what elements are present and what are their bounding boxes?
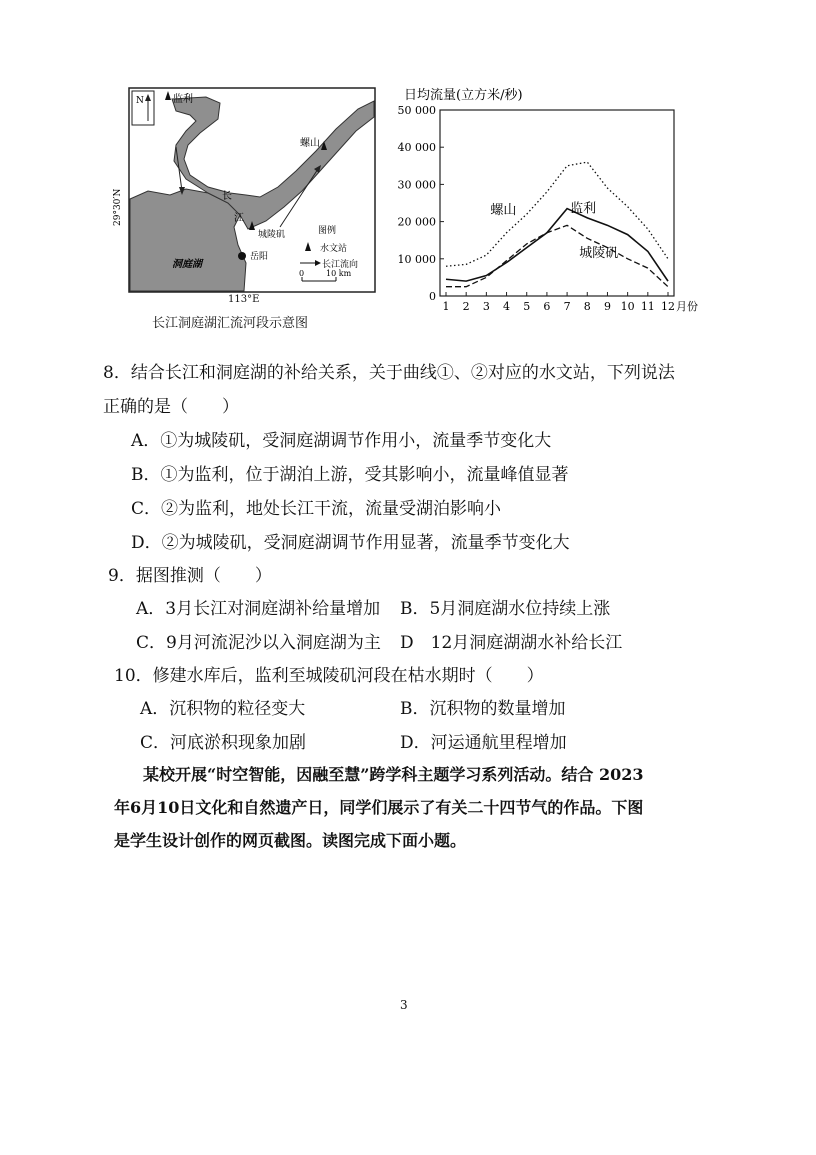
- q8-option-d: D．②为城陵矶，受洞庭湖调节作用显著，流量季节变化大: [131, 533, 570, 553]
- legend-title: 图例: [318, 226, 337, 236]
- scale-ten: 10 km: [326, 269, 352, 278]
- map-figure: [128, 87, 376, 293]
- y-tick-label: 50 000: [397, 104, 436, 117]
- q8-option-a: A．①为城陵矶，受洞庭湖调节作用小，流量季节变化大: [131, 431, 552, 451]
- q10-option-a: A．沉积物的粒径变大: [140, 699, 306, 719]
- x-tick-label: 9: [603, 300, 611, 313]
- x-tick-label: 12: [661, 300, 675, 313]
- series-label: 监利: [570, 201, 597, 217]
- chart-plot-frame: [440, 110, 674, 296]
- q9-option-b: B．5月洞庭湖水位持续上涨: [400, 599, 611, 619]
- q9-option-d: D 12月洞庭湖湖水补给长江: [400, 633, 623, 653]
- map-label-chang: 长: [222, 191, 232, 202]
- city-yueyang-icon: [238, 252, 246, 260]
- q8-stem-line1: 8．结合长江和洞庭湖的补给关系，关于曲线①、②对应的水文站，下列说法: [103, 363, 675, 383]
- chart-ylabel: 日均流量(立方米/秒): [404, 88, 523, 103]
- q9-option-a: A．3月长江对洞庭湖补给量增加: [136, 599, 381, 619]
- passage-line1: 某校开展“时空智能，因融至慧”跨学科主题学习系列活动。结合 2023: [143, 765, 644, 784]
- series-label: 城陵矶: [579, 245, 619, 261]
- series-label: 螺山: [490, 203, 517, 219]
- lon-label: 113°E: [228, 294, 260, 305]
- series-line-监利: [446, 209, 668, 282]
- scale-zero: 0: [299, 269, 305, 278]
- x-tick-label: 1: [442, 300, 450, 313]
- map-label-jianli: 监利: [173, 94, 193, 105]
- north-label: N: [136, 96, 144, 106]
- map-caption: 长江洞庭湖汇流河段示意图: [152, 316, 309, 331]
- x-tick-label: 2: [462, 300, 470, 313]
- legend-station-label: 水文站: [320, 244, 348, 254]
- map-label-luoshan: 螺山: [300, 138, 320, 149]
- map-label-lake: 洞庭湖: [172, 259, 202, 270]
- legend-flow-label: 长江流向: [322, 260, 359, 270]
- flow-chart: [396, 82, 706, 322]
- x-axis-unit: 月份: [676, 300, 698, 313]
- q10-option-d: D．河运通航里程增加: [400, 733, 567, 753]
- x-tick-label: 7: [563, 300, 571, 313]
- x-tick-label: 11: [640, 300, 655, 313]
- q8-option-b: B．①为监利，位于湖泊上游，受其影响小，流量峰值显著: [131, 465, 569, 485]
- y-tick-label: 20 000: [397, 215, 436, 229]
- page-number: 3: [400, 998, 408, 1012]
- passage-line2: 年6月10日文化和自然遗产日，同学们展示了有关二十四节气的作品。下图: [114, 798, 644, 817]
- lat-label: 29°30′N: [113, 188, 123, 226]
- y-tick-label: 0: [429, 290, 436, 303]
- y-tick-label: 30 000: [397, 178, 436, 192]
- passage-line3: 是学生设计创作的网页截图。读图完成下面小题。: [114, 831, 467, 850]
- x-tick-label: 5: [523, 300, 531, 313]
- map-label-yueyang: 岳阳: [250, 252, 269, 262]
- q9-stem: 9．据图推测（ ）: [108, 566, 272, 586]
- map-label-chenglingji: 城陵矶: [258, 230, 286, 240]
- q8-option-c: C．②为监利，地处长江干流，流量受湖泊影响小: [131, 499, 502, 519]
- q9-option-c: C．9月河流泥沙以入洞庭湖为主: [136, 633, 381, 653]
- x-tick-label: 4: [503, 300, 511, 313]
- map-label-jiang: 江: [234, 213, 244, 224]
- q10-option-b: B．沉积物的数量增加: [400, 699, 566, 719]
- q10-option-c: C．河底淤积现象加剧: [140, 733, 307, 753]
- x-tick-label: 3: [482, 300, 490, 313]
- y-tick-label: 10 000: [397, 252, 436, 266]
- q8-stem-line2: 正确的是（ ）: [103, 397, 239, 417]
- x-tick-label: 10: [620, 300, 635, 313]
- y-tick-label: 40 000: [397, 141, 436, 155]
- x-tick-label: 8: [583, 300, 591, 313]
- x-tick-label: 6: [543, 300, 551, 313]
- q10-stem: 10．修建水库后，监利至城陵矶河段在枯水期时（ ）: [114, 666, 544, 686]
- lat-label-box: [108, 170, 126, 230]
- series-line-螺山: [446, 162, 668, 266]
